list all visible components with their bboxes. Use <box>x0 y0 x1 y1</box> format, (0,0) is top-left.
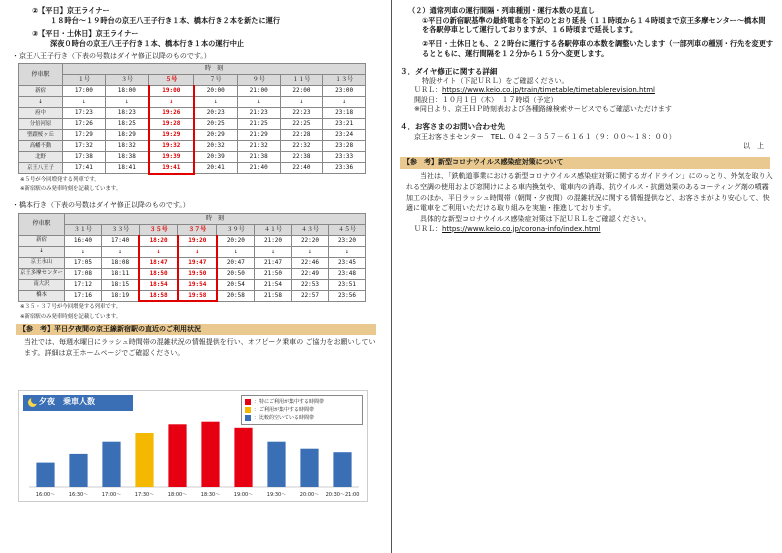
chart-bar <box>234 428 252 487</box>
section3-title: ３．ダイヤ修正に関する詳細 <box>400 66 498 76</box>
table-row <box>19 119 366 130</box>
section3-open-date: 開設日：１０月１日（木） １７時頃（予定） <box>414 95 558 104</box>
time-cell: 17:08 <box>64 268 101 279</box>
right-item2-title: （２）通常列車の運行間隔・列車種別・運行本数の見直し <box>408 6 595 15</box>
table-row <box>19 257 366 268</box>
time-cell: 22:53 <box>291 279 328 290</box>
time-cell: 21:29 <box>237 130 280 141</box>
timetable-revision-link[interactable]: https://www.keio.co.jp/train/timetable/timetablerevision.html <box>442 86 655 95</box>
hachioji-heading: ・京王八王子行き（下表の号数はダイヤ修正以降のものです。） <box>12 51 211 60</box>
chart-bar <box>333 452 351 487</box>
time-cell: 21:58 <box>255 290 292 301</box>
time-cell: ↓ <box>63 97 106 108</box>
time-cell: 17:32 <box>63 141 106 152</box>
time-cell: 23:45 <box>328 257 365 268</box>
chart-bar <box>102 442 120 487</box>
time-cell: 17:23 <box>63 108 106 119</box>
chart-bar <box>201 422 219 487</box>
time-cell: ↓ <box>323 97 366 108</box>
section4-title: ４．お客さまのお問い合わせ先 <box>400 122 505 132</box>
time-cell: 18:19 <box>101 290 139 301</box>
time-cell: 17:12 <box>64 279 101 290</box>
time-cell: 21:40 <box>237 163 280 174</box>
hachioji-col-header: ７号 <box>194 75 238 86</box>
time-cell: 23:33 <box>323 152 366 163</box>
chart-tick-label: 17:00～ <box>101 492 122 498</box>
time-cell: 23:36 <box>323 163 366 174</box>
right-item2-b: ②平日・土休日とも、２２時台に運行する各駅停車の本数を調整いたします（一部列車の種別・行先を変更するとともに、運行間隔を１２分から１５分へ変更します。 <box>422 39 774 58</box>
time-cell: 19:50 <box>178 268 217 279</box>
time-cell: 22:25 <box>280 119 323 130</box>
time-cell: 18:41 <box>105 163 149 174</box>
time-cell: ↓ <box>139 246 178 257</box>
hashimoto-col-header: ４３号 <box>291 224 328 235</box>
hachioji-col-header: ９号 <box>237 75 280 86</box>
table-row <box>19 130 366 141</box>
station-cell: 京王永山 <box>19 257 65 268</box>
covid-url-line <box>400 225 774 234</box>
chart-bar <box>300 449 318 487</box>
time-cell: 18:47 <box>139 257 178 268</box>
time-cell: 23:21 <box>323 119 366 130</box>
chart-bar <box>135 433 153 487</box>
time-cell: ↓ <box>237 97 280 108</box>
time-cell: 18:08 <box>101 257 139 268</box>
station-cell: ↓ <box>19 246 65 257</box>
table-row <box>19 86 366 97</box>
time-cell: ↓ <box>255 246 292 257</box>
time-cell: 18:23 <box>105 108 149 119</box>
time-cell: 21:25 <box>237 119 280 130</box>
covid-url-label: ＵＲＬ： <box>414 224 442 233</box>
hashimoto-note-1: ※３５・３７号が今回増発する列車です。 <box>20 304 122 311</box>
hashimoto-col-header: ３５号 <box>139 224 178 235</box>
hachioji-col-header: １号 <box>63 75 106 86</box>
station-cell: 京王多摩センター <box>19 268 65 279</box>
chart-bar <box>267 442 285 487</box>
hachioji-note-2: ※新宿駅のみ発車時刻を記載しています。 <box>20 186 122 193</box>
section3-note: ※同日より、京王ＨＰ時刻表および各種路線検索サービスでもご確認いただけます <box>414 105 672 114</box>
time-cell: 21:54 <box>255 279 292 290</box>
ridership-chart <box>18 390 368 502</box>
chart-tick-label: 20:30～21:00 <box>325 492 360 498</box>
time-cell: 20:25 <box>194 119 238 130</box>
hashimoto-station-header: 停車駅 <box>19 213 65 235</box>
time-cell: 22:40 <box>280 163 323 174</box>
time-cell: 21:32 <box>237 141 280 152</box>
time-cell: 23:00 <box>323 86 366 97</box>
time-cell: 20:32 <box>194 141 238 152</box>
time-cell: 22:32 <box>280 141 323 152</box>
item2-title: ②【平日】京王ライナー <box>32 6 110 15</box>
chart-tick-label: 20:00～ <box>299 492 320 498</box>
time-cell: 18:11 <box>101 268 139 279</box>
chart-plot <box>19 391 367 501</box>
covid-more: 具体的な新型コロナウイルス感染症対策は下記ＵＲＬをご確認ください。 <box>420 215 651 224</box>
hachioji-col-header: １１号 <box>280 75 323 86</box>
column-divider <box>391 0 392 553</box>
station-cell: 高幡不動 <box>19 141 63 152</box>
time-cell: 20:20 <box>217 235 255 246</box>
station-cell: 橋本 <box>19 290 65 301</box>
hashimoto-col-header: ３１号 <box>64 224 101 235</box>
time-cell: 17:05 <box>64 257 101 268</box>
time-cell: 20:29 <box>194 130 238 141</box>
time-cell: 23:20 <box>328 235 365 246</box>
table-row <box>19 108 366 119</box>
chart-bar <box>36 463 54 487</box>
hashimoto-time-header: 時 刻 <box>64 213 365 224</box>
time-cell: 23:24 <box>323 130 366 141</box>
reference-title: 【参 考】平日夕夜間の京王線新宿駅の直近のご利用状況 <box>16 324 376 335</box>
time-cell: 17:40 <box>101 235 139 246</box>
hachioji-note-1: ※５号が今回増発する列車です。 <box>20 176 100 183</box>
time-cell: 18:25 <box>105 119 149 130</box>
section3-line1: 特設サイト（下記ＵＲＬ）をご確認ください。 <box>422 76 569 85</box>
hachioji-col-header: １３号 <box>323 75 366 86</box>
chart-title: 夕夜 乗車人数 <box>39 397 95 406</box>
time-cell: 22:38 <box>280 152 323 163</box>
time-cell: 21:47 <box>255 257 292 268</box>
time-cell: 20:54 <box>217 279 255 290</box>
time-cell: 20:00 <box>194 86 238 97</box>
reference-body: 当社では、毎週水曜日にラッシュ時間帯の混雑状況の情報提供を行い、オフピーク乗車の ご協力をお願いしています。詳細は京王ホームページでご確認ください。 <box>24 338 376 357</box>
time-cell: 17:29 <box>63 130 106 141</box>
time-cell: 21:23 <box>237 108 280 119</box>
chart-tick-label: 19:00～ <box>233 492 254 498</box>
table-row <box>19 235 366 246</box>
item3-title: ③【平日・土休日】京王ライナー <box>32 29 139 39</box>
time-cell: ↓ <box>194 97 238 108</box>
time-cell: 22:20 <box>291 235 328 246</box>
right-column <box>400 6 774 234</box>
left-column <box>10 6 380 358</box>
time-cell: 19:20 <box>178 235 217 246</box>
item3-body: 深夜０時台の京王八王子行き１本、橋本行き１本の運行中止 <box>50 39 245 49</box>
station-cell: 府中 <box>19 108 63 119</box>
hachioji-timetable <box>18 63 366 175</box>
hashimoto-col-header: ４１号 <box>255 224 292 235</box>
time-cell: ↓ <box>178 246 217 257</box>
covid-body: 当社は、「鉄軌道事業における新型コロナウイルス感染症対策に関するガイドライン」にのっとり、外気を取り入れる空調の使用および窓開けによる車内換気や、電車内の消毒、抗ウイルス・抗菌効果のあるコーティング剤の噴霧加工のほか、平日ラッシュ時間帯（朝間・夕夜間）の混雑状況に関する情報提供など、お客さまがより安心して、快適に電車をご利用いただける取り組みを実施・推進しております。 <box>406 171 773 213</box>
hachioji-station-header: 停車駅 <box>19 64 63 86</box>
time-cell: 17:38 <box>63 152 106 163</box>
time-cell: 19:54 <box>178 279 217 290</box>
time-cell: 21:50 <box>255 268 292 279</box>
time-cell: 22:28 <box>280 130 323 141</box>
corona-info-link[interactable]: https://www.keio.co.jp/corona-info/index.html <box>442 224 601 233</box>
time-cell: 18:54 <box>139 279 178 290</box>
time-cell: 19:26 <box>149 108 194 119</box>
time-cell: 23:18 <box>323 108 366 119</box>
hachioji-col-header: ３号 <box>105 75 149 86</box>
time-cell: ↓ <box>217 246 255 257</box>
time-cell: ↓ <box>328 246 365 257</box>
hashimoto-col-header: ３９号 <box>217 224 255 235</box>
time-cell: 20:47 <box>217 257 255 268</box>
time-cell: 22:00 <box>280 86 323 97</box>
closing-mark: 以 上 <box>743 142 764 151</box>
covid-title: 【参 考】新型コロナウイルス感染症対策について <box>400 157 770 168</box>
time-cell: 18:20 <box>139 235 178 246</box>
time-cell: 20:39 <box>194 152 238 163</box>
time-cell: 19:32 <box>149 141 194 152</box>
table-row <box>19 97 366 108</box>
time-cell: 19:47 <box>178 257 217 268</box>
table-row <box>19 163 366 174</box>
time-cell: 20:41 <box>194 163 238 174</box>
time-cell: 23:51 <box>328 279 365 290</box>
time-cell: 19:58 <box>178 290 217 301</box>
chart-tick-label: 18:00～ <box>167 492 188 498</box>
time-cell: ↓ <box>280 97 323 108</box>
time-cell: 22:49 <box>291 268 328 279</box>
hachioji-col-header: ５号 <box>149 75 194 86</box>
time-cell: ↓ <box>149 97 194 108</box>
time-cell: 19:41 <box>149 163 194 174</box>
station-cell: 聖蹟桜ヶ丘 <box>19 130 63 141</box>
time-cell: 20:50 <box>217 268 255 279</box>
station-cell: 新宿 <box>19 235 65 246</box>
chart-tick-label: 19:30～ <box>266 492 287 498</box>
table-row <box>19 141 366 152</box>
chart-tick-label: 16:00～ <box>35 492 56 498</box>
time-cell: 20:23 <box>194 108 238 119</box>
time-cell: 18:00 <box>105 86 149 97</box>
hashimoto-col-header: ４５号 <box>328 224 365 235</box>
legend-label: ：特にご利用が集中する時間帯 <box>254 398 325 405</box>
station-cell: 南大沢 <box>19 279 65 290</box>
hashimoto-heading: ・橋本行き（下表の号数はダイヤ修正以降のものです。） <box>12 201 190 210</box>
time-cell: 23:48 <box>328 268 365 279</box>
station-cell: 分倍河原 <box>19 119 63 130</box>
hachioji-time-header: 時 刻 <box>63 64 366 75</box>
time-cell: 19:00 <box>149 86 194 97</box>
time-cell: 17:16 <box>64 290 101 301</box>
table-row <box>19 268 366 279</box>
time-cell: 22:57 <box>291 290 328 301</box>
time-cell: ↓ <box>105 97 149 108</box>
section3-url-line <box>400 86 774 95</box>
hashimoto-note-2: ※新宿駅のみ発車時刻を記載しています。 <box>20 313 122 320</box>
section3-url-label: ＵＲＬ： <box>414 86 442 95</box>
item2-body: １８時台～１９時台の京王八王子行き１本、橋本行き２本を新たに運行 <box>50 15 281 25</box>
time-cell: ↓ <box>64 246 101 257</box>
time-cell: 18:15 <box>101 279 139 290</box>
time-cell: 17:00 <box>63 86 106 97</box>
table-row <box>19 246 366 257</box>
hashimoto-col-header: ３３号 <box>101 224 139 235</box>
time-cell: 20:58 <box>217 290 255 301</box>
table-row <box>19 290 366 301</box>
time-cell: 22:46 <box>291 257 328 268</box>
time-cell: 21:20 <box>255 235 292 246</box>
legend-label: ：ご利用が集中する時間帯 <box>254 406 315 413</box>
chart-tick-label: 16:30～ <box>68 492 89 498</box>
chart-bar <box>168 424 186 487</box>
time-cell: 19:39 <box>149 152 194 163</box>
chart-tick-label: 17:30～ <box>134 492 155 498</box>
time-cell: 21:38 <box>237 152 280 163</box>
hashimoto-timetable <box>18 213 366 303</box>
table-row <box>19 279 366 290</box>
time-cell: 22:23 <box>280 108 323 119</box>
time-cell: 18:32 <box>105 141 149 152</box>
hashimoto-col-header: ３７号 <box>178 224 217 235</box>
table-row <box>19 152 366 163</box>
time-cell: 16:40 <box>64 235 101 246</box>
chart-tick-label: 18:30～ <box>200 492 221 498</box>
time-cell: 18:58 <box>139 290 178 301</box>
station-cell: ↓ <box>19 97 63 108</box>
time-cell: 18:38 <box>105 152 149 163</box>
station-cell: 北野 <box>19 152 63 163</box>
station-cell: 京王八王子 <box>19 163 63 174</box>
time-cell: 17:41 <box>63 163 106 174</box>
station-cell: 新宿 <box>19 86 63 97</box>
time-cell: 18:29 <box>105 130 149 141</box>
time-cell: 23:56 <box>328 290 365 301</box>
time-cell: 23:28 <box>323 141 366 152</box>
right-item2-a: ①平日の新宿駅基準の最終電車を下記のとおり延長（１１時頃から１４時頃まで京王多摩センター～橋本間 を各駅停車として運行しておりますが、１６時頃まで延長します。 <box>422 15 766 35</box>
time-cell: 18:50 <box>139 268 178 279</box>
time-cell: ↓ <box>291 246 328 257</box>
time-cell: 17:26 <box>63 119 106 130</box>
time-cell: 19:28 <box>149 119 194 130</box>
legend-label: ：比較的空いている時間帯 <box>254 414 315 421</box>
chart-bar <box>69 454 87 487</box>
section4-contact: 京王お客さまセンター TEL. ０４２－３５７－６１６１（９：００～１８：００） <box>414 132 676 141</box>
time-cell: ↓ <box>101 246 139 257</box>
time-cell: 21:00 <box>237 86 280 97</box>
time-cell: 19:29 <box>149 130 194 141</box>
